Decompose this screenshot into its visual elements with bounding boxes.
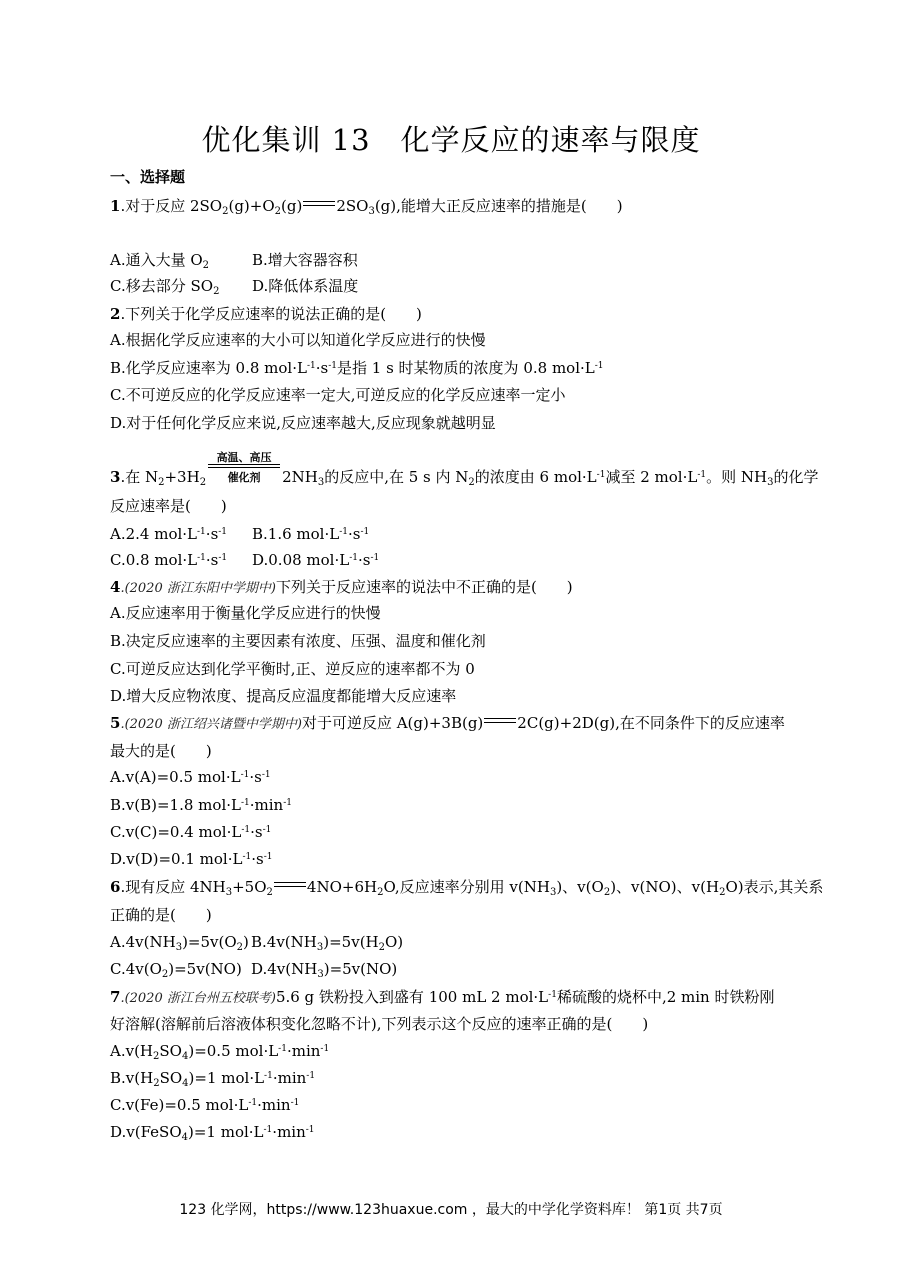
question-6-stem: 6.现有反应 $4NH_3+5O_2$ $4NO+6H_2O$,反应速率分别用 $v(NH_3)$、$v(O_2)$、v(NO)、$v(H_2O)$表示,其关系: [110, 878, 824, 898]
question-source: .(2020 浙江台州五校联考): [120, 991, 276, 1006]
question-4-option-d: D.增大反应物浓度、提高反应温度都能增大反应速率: [110, 687, 457, 705]
question-5-option-d: D.v(D)=0.1 $mol\cdot L^{-1}\cdot s^{-1}$: [110, 850, 273, 868]
page-title: 优化集训 13 化学反应的速率与限度: [201, 123, 701, 157]
question-3-option-c: C.0.8 $mol\cdot L^{-1}\cdot s^{-1}$: [110, 551, 228, 569]
question-5-option-a: A.v(A)=0.5 $mol\cdot L^{-1}\cdot s^{-1}$: [110, 768, 271, 786]
question-source: .(2020 浙江东阳中学期中): [120, 581, 276, 596]
question-3-option-a: A.2.4 $mol\cdot L^{-1}\cdot s^{-1}$: [110, 525, 228, 543]
question-2-stem: 2.下列关于化学反应速率的说法正确的是( ): [110, 305, 422, 323]
question-4-stem: 4.(2020 浙江东阳中学期中)下列关于反应速率的说法中不正确的是( ): [110, 578, 573, 596]
question-1-option-a: A.通入大量 $O_2$: [110, 251, 210, 271]
question-2-option-d: D.对于任何化学反应来说,反应速率越大,反应现象就越明显: [110, 414, 496, 432]
question-5-option-b: B.v(B)=1.8 $mol\cdot L^{-1}\cdot\min^{-1}$: [110, 796, 292, 814]
question-6-option-a: $A.4v(NH_3)=5v(O_2)$: [110, 933, 249, 953]
question-5-stem: 5.(2020 浙江绍兴诸暨中学期中)对于可逆反应 A(g)+3B(g) 2C(g)+2D(g),在不同条件下的反应速率: [110, 714, 785, 732]
question-3-option-d: D.0.08 $mol\cdot L^{-1}\cdot s^{-1}$: [252, 551, 380, 569]
question-3-stem: 3.在 $N_2+3H_2$ 高温、高压 催化剂 $2NH_3$的反应中,在 5 s 内 $N_2$的浓度由 6 $mol\cdot L^{-1}$减至 2 $mol\cdot L^{-1}$。则 $NH_3$的化学: [110, 451, 819, 488]
question-3-stem-cont: 反应速率是( ): [110, 497, 227, 515]
question-6-option-c: $C.4v(O_2)=5v(NO)$: [110, 960, 242, 980]
question-5-option-c: C.v(C)=0.4 $mol\cdot L^{-1}\cdot s^{-1}$: [110, 823, 272, 841]
question-4-option-a: A.反应速率用于衡量化学反应进行的快慢: [110, 604, 381, 622]
question-7-option-d: D.v(FeSO$_4$)=1 $mol\cdot L^{-1}\cdot\min^{-1}$: [110, 1123, 315, 1143]
question-6-option-d: $D.4v(NH_3)=5v(NO)$: [251, 960, 398, 980]
reversible-arrow-icon: 高温、高压 催化剂: [208, 464, 280, 484]
question-7-option-b: $B.v(H_2SO_4)=1$ $mol\cdot L^{-1}\cdot\min^{-1}$: [110, 1069, 316, 1089]
question-2-option-b: B.化学反应速率为 0.8 $mol\cdot L^{-1}\cdot s^{-1}$是指 1 s 时某物质的浓度为 0.8 $mol\cdot L^{-1}$: [110, 359, 604, 377]
question-1-option-c: C.移去部分 $SO_2$: [110, 277, 220, 297]
question-4-option-c: C.可逆反应达到化学平衡时,正、逆反应的速率都不为 0: [110, 660, 475, 678]
question-2-option-a: A.根据化学反应速率的大小可以知道化学反应进行的快慢: [110, 331, 486, 349]
question-1-stem: 1.对于反应 $2SO_2(g)+O_2(g)$ $2SO_3(g)$,能增大正反应速率的措施是( ): [110, 197, 623, 217]
question-6-stem-cont: 正确的是( ): [110, 906, 212, 924]
section-heading: 一、选择题: [110, 168, 186, 186]
reversible-arrow-icon: [303, 200, 335, 208]
question-7-stem-cont: 好溶解(溶解前后溶液体积变化忽略不计),下列表示这个反应的速率正确的是( ): [110, 1015, 649, 1033]
question-7-option-a: $A.v(H_2SO_4)=0.5$ $mol\cdot L^{-1}\cdot\min^{-1}$: [110, 1042, 330, 1062]
question-7-stem: 7.(2020 浙江台州五校联考)5.6 g 铁粉投入到盛有 100 mL 2 $mol\cdot L^{-1}$稀硫酸的烧杯中,2 min 时铁粉刚: [110, 988, 775, 1006]
question-number: 1: [110, 197, 121, 215]
question-7-option-c: C.v(Fe)=0.5 $mol\cdot L^{-1}\cdot\min^{-1}$: [110, 1096, 300, 1114]
question-1-option-b: B.增大容器容积: [252, 251, 358, 269]
question-1-option-d: D.降低体系温度: [252, 277, 359, 295]
page-footer: 123 化学网，https://www.123huaxue.com ，最大的中学化学资料库！ 第1页 共7页: [179, 1202, 723, 1218]
question-6-option-b: $B.4v(NH_3)=5v(H_2O)$: [251, 933, 404, 953]
question-5-stem-cont: 最大的是( ): [110, 742, 212, 760]
question-source: .(2020 浙江绍兴诸暨中学期中): [120, 717, 302, 732]
reversible-arrow-icon: [484, 717, 516, 725]
question-2-option-c: C.不可逆反应的化学反应速率一定大,可逆反应的化学反应速率一定小: [110, 386, 566, 404]
question-3-option-b: B.1.6 $mol\cdot L^{-1}\cdot s^{-1}$: [252, 525, 370, 543]
question-4-option-b: B.决定反应速率的主要因素有浓度、压强、温度和催化剂: [110, 632, 486, 650]
equilibrium-arrow-icon: [274, 881, 306, 889]
